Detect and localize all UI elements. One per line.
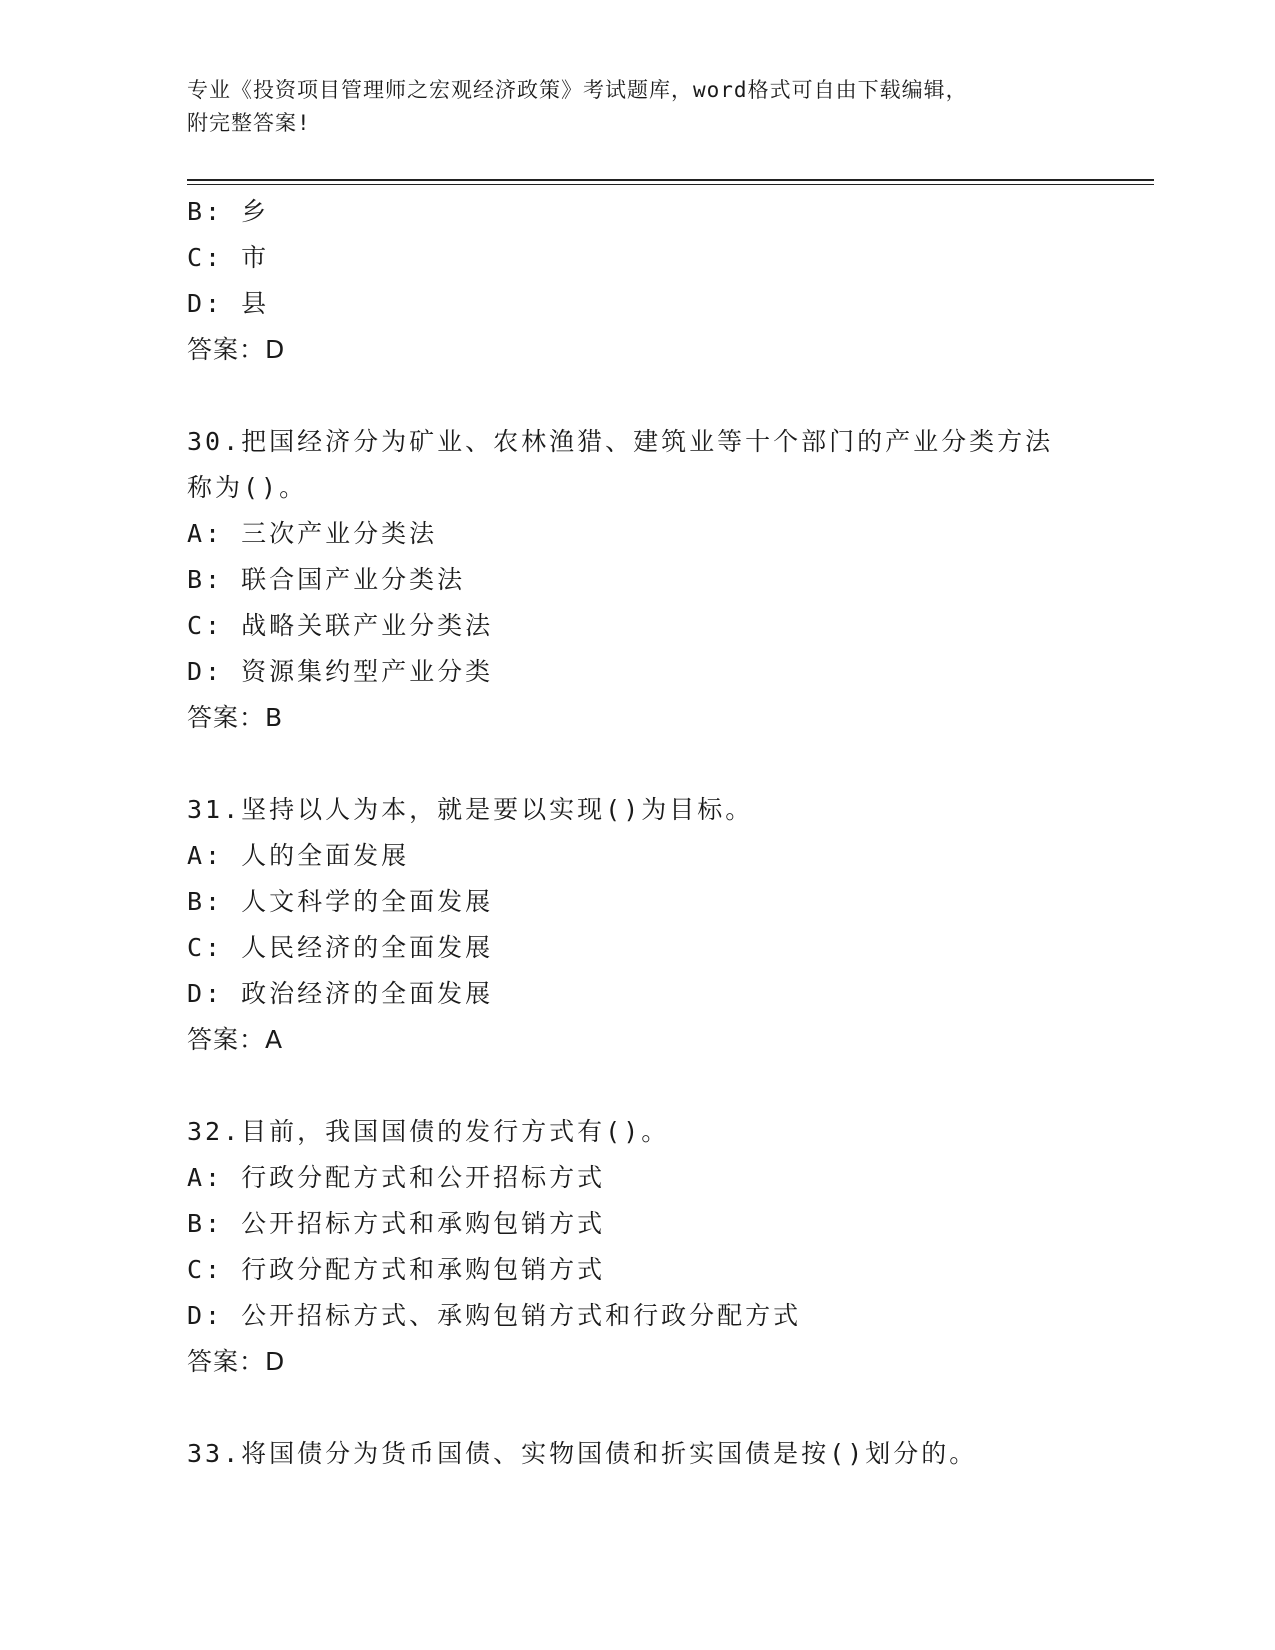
option-a: A: 人的全面发展 <box>187 841 410 870</box>
option-c: C: 战略关联产业分类法 <box>187 611 494 640</box>
option-c: C: 市 <box>187 243 270 272</box>
option-b: B: 联合国产业分类法 <box>187 565 466 594</box>
header-line-2: 附完整答案! <box>187 111 311 135</box>
option-d: D: 政治经济的全面发展 <box>187 979 494 1008</box>
question-stem-continued: 称为()。 <box>187 473 308 502</box>
option-d: D: 县 <box>187 289 270 318</box>
option-a: A: 三次产业分类法 <box>187 519 438 548</box>
question-32 <box>187 1109 1087 1385</box>
question-stem: 30.把国经济分为矿业、农林渔猎、建筑业等十个部门的产业分类方法 <box>187 427 1054 456</box>
question-30 <box>187 419 1087 741</box>
spacer <box>187 1385 1087 1431</box>
spacer <box>187 741 1087 787</box>
question-list <box>187 189 1087 1477</box>
option-b: B: 人文科学的全面发展 <box>187 887 494 916</box>
question-stem: 32.目前，我国国债的发行方式有()。 <box>187 1117 670 1146</box>
answer: 答案：A <box>187 1025 284 1054</box>
spacer <box>187 1063 1087 1109</box>
document-header <box>187 74 1087 140</box>
option-b: B: 公开招标方式和承购包销方式 <box>187 1209 606 1238</box>
question-stem: 31.坚持以人为本，就是要以实现()为目标。 <box>187 795 754 824</box>
question-29 <box>187 189 1087 373</box>
option-c: C: 人民经济的全面发展 <box>187 933 494 962</box>
option-c: C: 行政分配方式和承购包销方式 <box>187 1255 606 1284</box>
question-33 <box>187 1431 1087 1477</box>
question-stem: 33.将国债分为货币国债、实物国债和折实国债是按()划分的。 <box>187 1439 978 1468</box>
question-31 <box>187 787 1087 1063</box>
spacer <box>187 373 1087 419</box>
option-a: A: 行政分配方式和公开招标方式 <box>187 1163 606 1192</box>
header-line-1: 专业《投资项目管理师之宏观经济政策》考试题库，word格式可自由下载编辑， <box>187 78 968 102</box>
header-divider-thin <box>187 184 1154 185</box>
option-b: B: 乡 <box>187 197 270 226</box>
answer: 答案：D <box>187 1347 286 1376</box>
header-divider-thick <box>187 179 1154 181</box>
answer: 答案：D <box>187 335 286 364</box>
option-d: D: 公开招标方式、承购包销方式和行政分配方式 <box>187 1301 802 1330</box>
answer: 答案：B <box>187 703 284 732</box>
option-d: D: 资源集约型产业分类 <box>187 657 494 686</box>
